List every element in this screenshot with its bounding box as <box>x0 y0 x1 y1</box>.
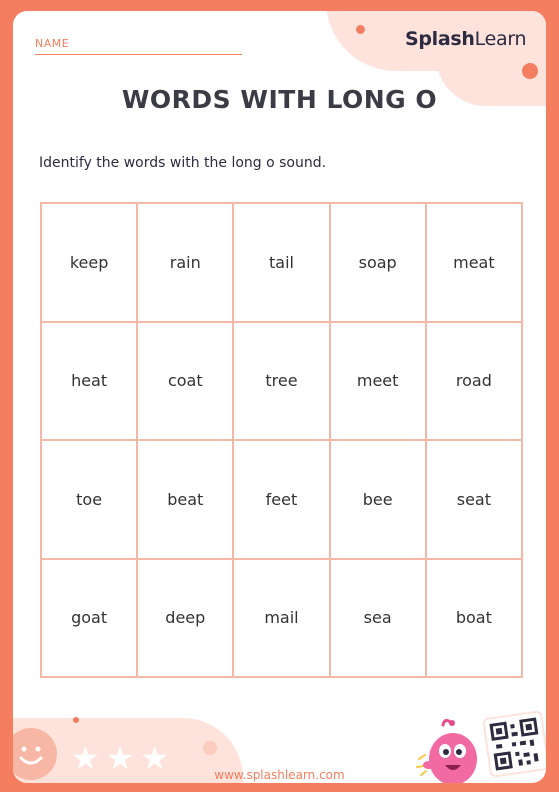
word-cell[interactable]: tail <box>233 203 329 322</box>
instruction-text: Identify the words with the long o sound. <box>39 155 327 171</box>
grid-row <box>41 322 522 441</box>
word-cell[interactable]: meet <box>330 322 426 441</box>
star-icon: ★ <box>71 739 106 777</box>
website-url: www.splashlearn.com <box>214 768 345 782</box>
decorative-dot <box>203 741 217 755</box>
grid-row <box>41 203 522 322</box>
grid-row <box>41 559 522 678</box>
decorative-dot <box>522 63 538 79</box>
word-cell[interactable]: road <box>426 322 522 441</box>
logo-text-regular: Learn <box>474 28 527 50</box>
word-cell[interactable]: feet <box>233 440 329 559</box>
word-cell[interactable]: goat <box>41 559 137 678</box>
star-icon: ★ <box>140 739 176 777</box>
word-cell[interactable]: tree <box>233 322 329 441</box>
worksheet-sheet <box>13 11 546 783</box>
word-cell[interactable]: soap <box>330 203 426 322</box>
word-cell[interactable]: keep <box>41 203 137 322</box>
splashlearn-logo <box>405 28 526 50</box>
word-cell[interactable]: mail <box>233 559 329 678</box>
mascot-icon <box>415 715 485 783</box>
word-cell[interactable]: rain <box>137 203 233 322</box>
name-label: NAME <box>35 37 70 50</box>
word-grid <box>40 202 523 678</box>
word-cell[interactable]: boat <box>426 559 522 678</box>
worksheet-title: WORDS WITH LONG O <box>121 85 438 114</box>
word-cell[interactable]: sea <box>330 559 426 678</box>
qr-code-icon <box>482 710 546 778</box>
word-cell[interactable]: heat <box>41 322 137 441</box>
word-cell[interactable]: coat <box>137 322 233 441</box>
word-cell[interactable]: toe <box>41 440 137 559</box>
grid-row <box>41 440 522 559</box>
word-cell[interactable]: seat <box>426 440 522 559</box>
star-icon: ★ <box>105 739 141 777</box>
logo-text-bold: Splash <box>405 28 475 50</box>
name-underline <box>35 54 242 55</box>
word-cell[interactable]: beat <box>137 440 233 559</box>
word-cell[interactable]: deep <box>137 559 233 678</box>
word-cell[interactable]: meat <box>426 203 522 322</box>
word-cell[interactable]: bee <box>330 440 426 559</box>
decorative-dot <box>356 25 365 34</box>
decorative-dot <box>73 717 79 723</box>
